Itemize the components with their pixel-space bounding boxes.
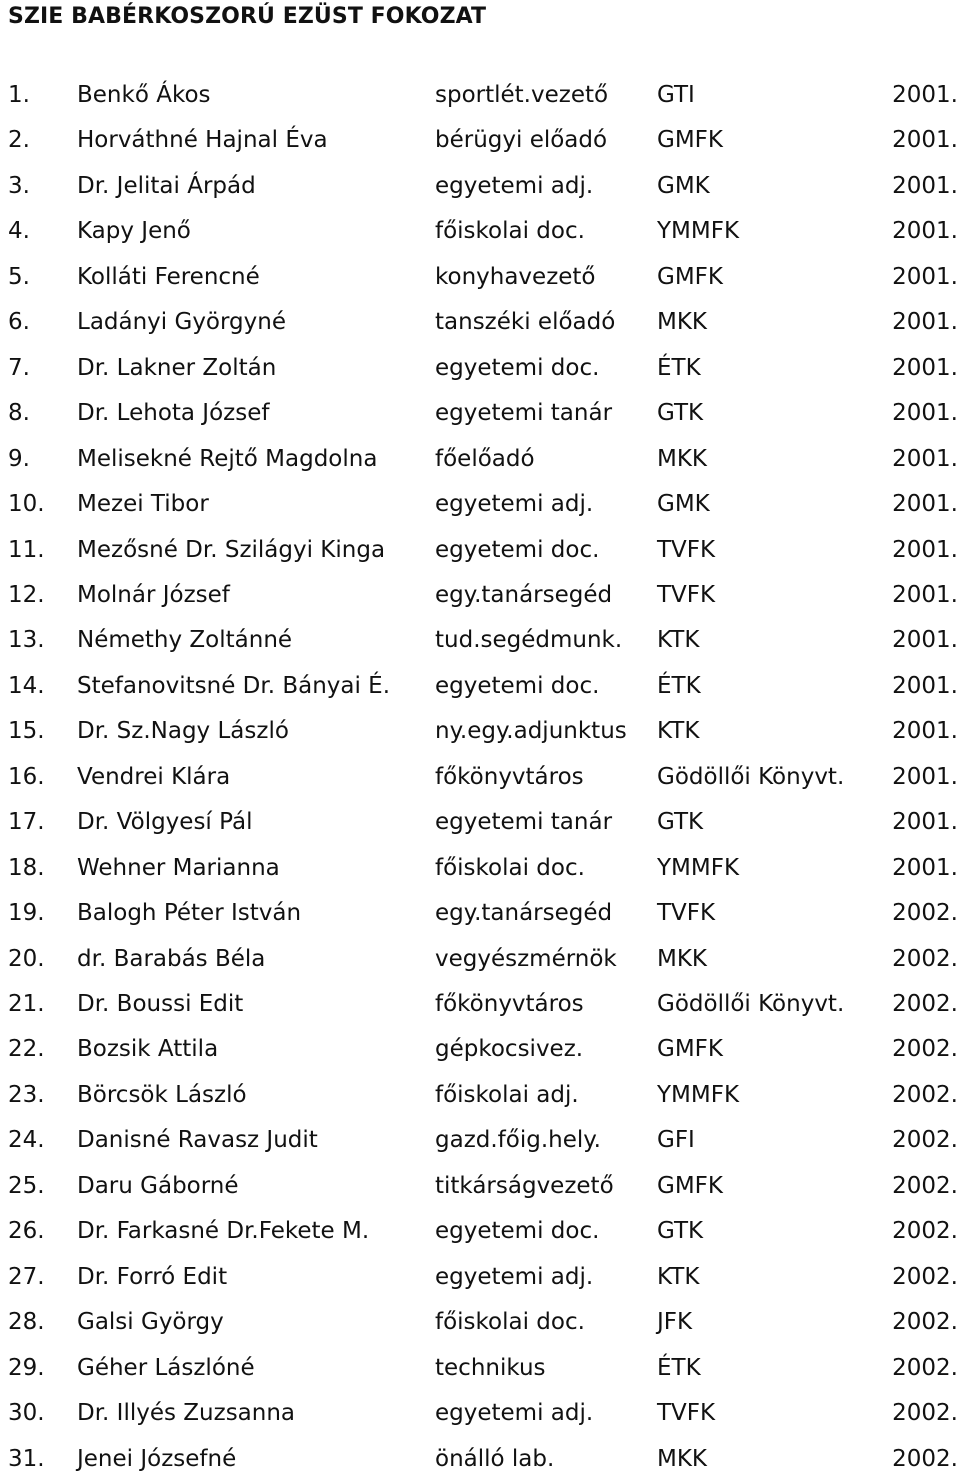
person-name: Horváthné Hajnal Éva bbox=[77, 127, 328, 153]
award-year: 2001. bbox=[892, 309, 958, 335]
list-row bbox=[0, 937, 960, 982]
list-row bbox=[0, 164, 960, 209]
award-year: 2001. bbox=[892, 673, 958, 699]
person-name: Mezősné Dr. Szilágyi Kinga bbox=[77, 537, 386, 563]
award-year: 2002. bbox=[892, 1400, 958, 1426]
page-title: SZIE BABÉRKOSZORÚ EZÜST FOKOZAT bbox=[8, 4, 487, 29]
award-year: 2001. bbox=[892, 400, 958, 426]
position-title: egy.tanársegéd bbox=[435, 900, 613, 926]
award-year: 2002. bbox=[892, 1309, 958, 1335]
list-row bbox=[0, 1073, 960, 1118]
position-title: főiskolai doc. bbox=[435, 1309, 585, 1335]
position-title: egyetemi doc. bbox=[435, 1218, 600, 1244]
position-title: tanszéki előadó bbox=[435, 309, 616, 335]
position-title: egy.tanársegéd bbox=[435, 582, 613, 608]
position-title: egyetemi tanár bbox=[435, 400, 613, 426]
row-number: 4. bbox=[8, 218, 30, 244]
row-number: 9. bbox=[8, 446, 30, 472]
row-number: 1. bbox=[8, 82, 30, 108]
award-year: 2001. bbox=[892, 855, 958, 881]
person-name: Dr. Farkasné Dr.Fekete M. bbox=[77, 1218, 370, 1244]
list-row bbox=[0, 709, 960, 754]
list-row bbox=[0, 73, 960, 118]
organization-unit: KTK bbox=[657, 627, 700, 653]
position-title: főiskolai doc. bbox=[435, 218, 585, 244]
award-year: 2001. bbox=[892, 809, 958, 835]
row-number: 23. bbox=[8, 1082, 45, 1108]
position-title: ny.egy.adjunktus bbox=[435, 718, 627, 744]
list-row bbox=[0, 891, 960, 936]
organization-unit: GMK bbox=[657, 491, 710, 517]
row-number: 15. bbox=[8, 718, 45, 744]
row-number: 3. bbox=[8, 173, 30, 199]
row-number: 10. bbox=[8, 491, 45, 517]
person-name: Galsi György bbox=[77, 1309, 224, 1335]
person-name: Stefanovitsné Dr. Bányai É. bbox=[77, 673, 391, 699]
award-year: 2002. bbox=[892, 1127, 958, 1153]
person-name: Daru Gáborné bbox=[77, 1173, 239, 1199]
row-number: 30. bbox=[8, 1400, 45, 1426]
row-number: 25. bbox=[8, 1173, 45, 1199]
person-name: Melisekné Rejtő Magdolna bbox=[77, 446, 378, 472]
organization-unit: GMK bbox=[657, 173, 710, 199]
person-name: Dr. Sz.Nagy László bbox=[77, 718, 289, 744]
row-number: 5. bbox=[8, 264, 30, 290]
list-row bbox=[0, 618, 960, 663]
award-year: 2001. bbox=[892, 264, 958, 290]
position-title: konyhavezető bbox=[435, 264, 596, 290]
list-row bbox=[0, 1255, 960, 1300]
position-title: egyetemi adj. bbox=[435, 173, 594, 199]
organization-unit: GTK bbox=[657, 1218, 704, 1244]
organization-unit: ÉTK bbox=[657, 673, 701, 699]
organization-unit: MKK bbox=[657, 1446, 708, 1472]
organization-unit: GMFK bbox=[657, 127, 723, 153]
person-name: Ladányi Györgyné bbox=[77, 309, 286, 335]
award-year: 2001. bbox=[892, 718, 958, 744]
row-number: 7. bbox=[8, 355, 30, 381]
award-year: 2001. bbox=[892, 491, 958, 517]
list-row bbox=[0, 209, 960, 254]
row-number: 21. bbox=[8, 991, 45, 1017]
organization-unit: MKK bbox=[657, 946, 708, 972]
row-number: 11. bbox=[8, 537, 45, 563]
person-name: Jenei Józsefné bbox=[77, 1446, 237, 1472]
row-number: 31. bbox=[8, 1446, 45, 1472]
person-name: Kapy Jenő bbox=[77, 218, 191, 244]
row-number: 19. bbox=[8, 900, 45, 926]
position-title: egyetemi adj. bbox=[435, 491, 594, 517]
position-title: bérügyi előadó bbox=[435, 127, 608, 153]
list-row bbox=[0, 118, 960, 163]
position-title: egyetemi adj. bbox=[435, 1264, 594, 1290]
list-row bbox=[0, 1164, 960, 1209]
organization-unit: YMMFK bbox=[657, 218, 740, 244]
list-row bbox=[0, 982, 960, 1027]
list-row bbox=[0, 391, 960, 436]
person-name: Kolláti Ferencné bbox=[77, 264, 260, 290]
organization-unit: GMFK bbox=[657, 264, 723, 290]
position-title: gépkocsivez. bbox=[435, 1036, 584, 1062]
person-name: Vendrei Klára bbox=[77, 764, 231, 790]
list-row bbox=[0, 1118, 960, 1163]
person-name: Dr. Lehota József bbox=[77, 400, 270, 426]
person-name: dr. Barabás Béla bbox=[77, 946, 266, 972]
list-row bbox=[0, 664, 960, 709]
organization-unit: MKK bbox=[657, 309, 708, 335]
list-row bbox=[0, 846, 960, 891]
person-name: Benkő Ákos bbox=[77, 82, 211, 108]
organization-unit: TVFK bbox=[657, 1400, 716, 1426]
position-title: önálló lab. bbox=[435, 1446, 555, 1472]
award-year: 2002. bbox=[892, 1264, 958, 1290]
award-year: 2001. bbox=[892, 582, 958, 608]
person-name: Dr. Illyés Zuzsanna bbox=[77, 1400, 296, 1426]
award-year: 2002. bbox=[892, 1173, 958, 1199]
organization-unit: TVFK bbox=[657, 900, 716, 926]
list-row bbox=[0, 300, 960, 345]
position-title: egyetemi doc. bbox=[435, 537, 600, 563]
award-year: 2001. bbox=[892, 446, 958, 472]
award-year: 2001. bbox=[892, 82, 958, 108]
person-name: Dr. Boussi Edit bbox=[77, 991, 244, 1017]
organization-unit: GMFK bbox=[657, 1173, 723, 1199]
list-row bbox=[0, 755, 960, 800]
position-title: egyetemi adj. bbox=[435, 1400, 594, 1426]
organization-unit: Gödöllői Könyvt. bbox=[657, 991, 845, 1017]
organization-unit: GTK bbox=[657, 400, 704, 426]
position-title: sportlét.vezető bbox=[435, 82, 609, 108]
award-year: 2002. bbox=[892, 1355, 958, 1381]
position-title: főkönyvtáros bbox=[435, 991, 584, 1017]
organization-unit: GTK bbox=[657, 809, 704, 835]
row-number: 14. bbox=[8, 673, 45, 699]
row-number: 2. bbox=[8, 127, 30, 153]
list-row bbox=[0, 573, 960, 618]
award-year: 2001. bbox=[892, 764, 958, 790]
organization-unit: KTK bbox=[657, 718, 700, 744]
award-year: 2001. bbox=[892, 537, 958, 563]
award-year: 2002. bbox=[892, 1036, 958, 1062]
person-name: Dr. Forró Edit bbox=[77, 1264, 228, 1290]
row-number: 18. bbox=[8, 855, 45, 881]
organization-unit: Gödöllői Könyvt. bbox=[657, 764, 845, 790]
list-row bbox=[0, 482, 960, 527]
person-name: Bozsik Attila bbox=[77, 1036, 219, 1062]
row-number: 28. bbox=[8, 1309, 45, 1335]
list-row bbox=[0, 1300, 960, 1345]
row-number: 22. bbox=[8, 1036, 45, 1062]
row-number: 16. bbox=[8, 764, 45, 790]
row-number: 27. bbox=[8, 1264, 45, 1290]
position-title: titkárságvezető bbox=[435, 1173, 614, 1199]
position-title: technikus bbox=[435, 1355, 546, 1381]
position-title: főkönyvtáros bbox=[435, 764, 584, 790]
award-year: 2001. bbox=[892, 173, 958, 199]
position-title: főiskolai adj. bbox=[435, 1082, 579, 1108]
position-title: főelőadó bbox=[435, 446, 535, 472]
organization-unit: YMMFK bbox=[657, 855, 740, 881]
organization-unit: ÉTK bbox=[657, 355, 701, 381]
list-row bbox=[0, 1391, 960, 1436]
position-title: tud.segédmunk. bbox=[435, 627, 623, 653]
row-number: 17. bbox=[8, 809, 45, 835]
row-number: 29. bbox=[8, 1355, 45, 1381]
position-title: egyetemi doc. bbox=[435, 355, 600, 381]
person-name: Börcsök László bbox=[77, 1082, 247, 1108]
position-title: gazd.főig.hely. bbox=[435, 1127, 601, 1153]
list-row bbox=[0, 255, 960, 300]
list-row bbox=[0, 1209, 960, 1254]
position-title: főiskolai doc. bbox=[435, 855, 585, 881]
list-row bbox=[0, 437, 960, 482]
row-number: 26. bbox=[8, 1218, 45, 1244]
list-row bbox=[0, 528, 960, 573]
award-year: 2001. bbox=[892, 627, 958, 653]
person-name: Balogh Péter István bbox=[77, 900, 302, 926]
position-title: egyetemi tanár bbox=[435, 809, 613, 835]
organization-unit: GFI bbox=[657, 1127, 695, 1153]
person-name: Wehner Marianna bbox=[77, 855, 280, 881]
row-number: 12. bbox=[8, 582, 45, 608]
row-number: 13. bbox=[8, 627, 45, 653]
organization-unit: ÉTK bbox=[657, 1355, 701, 1381]
organization-unit: JFK bbox=[657, 1309, 693, 1335]
list-row bbox=[0, 346, 960, 391]
list-row bbox=[0, 1346, 960, 1391]
person-name: Géher Lászlóné bbox=[77, 1355, 255, 1381]
organization-unit: GMFK bbox=[657, 1036, 723, 1062]
row-number: 20. bbox=[8, 946, 45, 972]
person-name: Dr. Jelitai Árpád bbox=[77, 173, 256, 199]
award-year: 2002. bbox=[892, 900, 958, 926]
person-name: Némethy Zoltánné bbox=[77, 627, 293, 653]
award-year: 2002. bbox=[892, 991, 958, 1017]
organization-unit: YMMFK bbox=[657, 1082, 740, 1108]
position-title: vegyészmérnök bbox=[435, 946, 617, 972]
person-name: Danisné Ravasz Judit bbox=[77, 1127, 318, 1153]
award-year: 2002. bbox=[892, 1218, 958, 1244]
organization-unit: MKK bbox=[657, 446, 708, 472]
award-year: 2001. bbox=[892, 127, 958, 153]
person-name: Dr. Lakner Zoltán bbox=[77, 355, 277, 381]
organization-unit: TVFK bbox=[657, 582, 716, 608]
person-name: Molnár József bbox=[77, 582, 230, 608]
organization-unit: TVFK bbox=[657, 537, 716, 563]
award-year: 2001. bbox=[892, 355, 958, 381]
row-number: 24. bbox=[8, 1127, 45, 1153]
list-row bbox=[0, 800, 960, 845]
organization-unit: GTI bbox=[657, 82, 695, 108]
list-row bbox=[0, 1027, 960, 1072]
award-year: 2002. bbox=[892, 946, 958, 972]
organization-unit: KTK bbox=[657, 1264, 700, 1290]
list-row bbox=[0, 1437, 960, 1482]
position-title: egyetemi doc. bbox=[435, 673, 600, 699]
row-number: 8. bbox=[8, 400, 30, 426]
row-number: 6. bbox=[8, 309, 30, 335]
person-name: Dr. Völgyesí Pál bbox=[77, 809, 253, 835]
person-name: Mezei Tibor bbox=[77, 491, 209, 517]
award-year: 2002. bbox=[892, 1446, 958, 1472]
award-year: 2001. bbox=[892, 218, 958, 244]
award-year: 2002. bbox=[892, 1082, 958, 1108]
